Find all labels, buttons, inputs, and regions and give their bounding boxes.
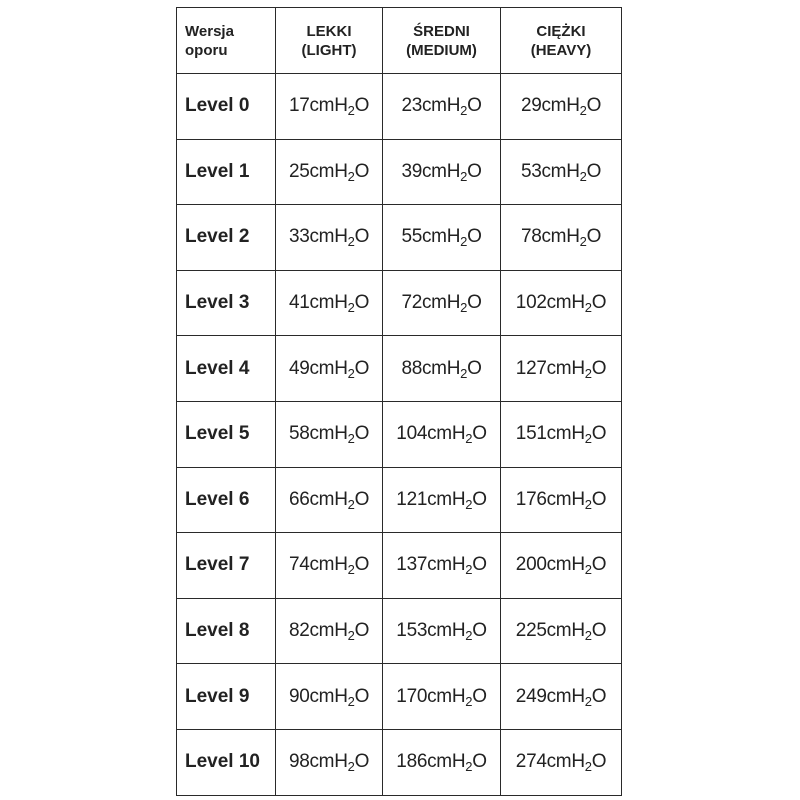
pressure-number: 49	[288, 357, 310, 379]
unit-suffix: O	[354, 488, 370, 510]
unit-prefix: cmH	[546, 357, 585, 379]
unit-prefix: cmH	[309, 685, 348, 707]
pressure-number: 66	[288, 488, 310, 510]
unit-suffix: O	[472, 554, 487, 576]
header-heavy	[501, 8, 622, 74]
unit-suffix: O	[472, 751, 487, 773]
header-medium	[383, 8, 501, 74]
header-row	[177, 8, 622, 74]
unit-suffix: O	[354, 160, 370, 182]
pressure-number: 90	[288, 685, 310, 707]
pressure-value-heavy	[501, 664, 622, 730]
level-label: Level 1	[177, 139, 276, 205]
level-label: Level 3	[177, 270, 276, 336]
unit-prefix: cmH	[421, 95, 461, 117]
pressure-value-heavy	[501, 205, 622, 271]
pressure-number: 137	[396, 554, 428, 576]
unit-subscript: 2	[579, 168, 587, 184]
unit-suffix: O	[354, 95, 370, 117]
unit-suffix: O	[354, 620, 370, 642]
unit-subscript: 2	[579, 103, 587, 119]
table-header	[177, 8, 622, 74]
unit-prefix: cmH	[427, 554, 466, 576]
pressure-number: 82	[288, 620, 310, 642]
pressure-value-medium	[383, 467, 501, 533]
unit-subscript: 2	[584, 562, 592, 578]
pressure-number: 98	[288, 751, 310, 773]
unit-suffix: O	[586, 226, 602, 248]
unit-prefix: cmH	[309, 488, 348, 510]
pressure-value-heavy	[501, 139, 622, 205]
unit-prefix: cmH	[421, 160, 461, 182]
unit-subscript: 2	[584, 693, 592, 709]
pressure-value-medium	[383, 205, 501, 271]
pressure-value-light	[276, 336, 383, 402]
unit-subscript: 2	[465, 693, 473, 709]
unit-subscript: 2	[460, 168, 468, 184]
header-line: (LIGHT)	[301, 41, 357, 59]
header-line: ŚREDNI	[413, 22, 470, 40]
pressure-value-light	[276, 467, 383, 533]
pressure-number: 78	[520, 226, 542, 248]
table-body	[177, 74, 622, 796]
unit-prefix: cmH	[309, 226, 348, 248]
unit-prefix: cmH	[541, 160, 580, 182]
pressure-number: 104	[396, 423, 428, 445]
unit-suffix: O	[354, 685, 370, 707]
unit-prefix: cmH	[546, 685, 585, 707]
unit-prefix: cmH	[427, 423, 466, 445]
level-label: Level 10	[177, 729, 276, 795]
unit-subscript: 2	[347, 234, 355, 250]
pressure-number: 17	[288, 95, 310, 117]
level-label: Level 9	[177, 664, 276, 730]
table-row	[177, 664, 622, 730]
pressure-number: 74	[288, 554, 310, 576]
pressure-value-heavy	[501, 729, 622, 795]
pressure-value-light	[276, 139, 383, 205]
table-row	[177, 139, 622, 205]
pressure-number: 176	[515, 488, 547, 510]
pressure-value-medium	[383, 336, 501, 402]
unit-suffix: O	[354, 423, 370, 445]
level-label: Level 6	[177, 467, 276, 533]
level-label: Level 8	[177, 598, 276, 664]
unit-suffix: O	[586, 95, 602, 117]
table-row	[177, 336, 622, 402]
unit-subscript: 2	[460, 365, 468, 381]
pressure-value-light	[276, 533, 383, 599]
unit-subscript: 2	[347, 496, 355, 512]
pressure-number: 58	[288, 423, 310, 445]
unit-prefix: cmH	[541, 95, 580, 117]
pressure-value-medium	[383, 139, 501, 205]
pressure-value-light	[276, 74, 383, 140]
pressure-number: 127	[515, 357, 547, 379]
pressure-value-light	[276, 401, 383, 467]
level-label: Level 7	[177, 533, 276, 599]
unit-subscript: 2	[465, 562, 473, 578]
pressure-number: 72	[401, 292, 422, 314]
unit-suffix: O	[586, 160, 602, 182]
pressure-value-light	[276, 205, 383, 271]
pressure-number: 170	[396, 685, 428, 707]
unit-subscript: 2	[579, 234, 587, 250]
unit-prefix: cmH	[309, 620, 348, 642]
unit-subscript: 2	[465, 628, 473, 644]
pressure-number: 153	[396, 620, 428, 642]
unit-suffix: O	[467, 357, 482, 379]
pressure-number: 88	[401, 357, 422, 379]
table-row	[177, 598, 622, 664]
unit-subscript: 2	[347, 365, 355, 381]
header-line: Wersja	[185, 22, 234, 40]
unit-subscript: 2	[465, 759, 473, 775]
header-resistance-version	[177, 8, 276, 74]
unit-suffix: O	[354, 226, 370, 248]
header-line: CIĘŻKI	[536, 22, 586, 40]
unit-prefix: cmH	[309, 357, 348, 379]
resistance-table	[176, 7, 622, 796]
pressure-value-light	[276, 598, 383, 664]
level-label: Level 2	[177, 205, 276, 271]
unit-prefix: cmH	[309, 423, 348, 445]
unit-subscript: 2	[584, 628, 592, 644]
pressure-number: 25	[288, 160, 310, 182]
pressure-value-heavy	[501, 74, 622, 140]
unit-subscript: 2	[584, 759, 592, 775]
table-row	[177, 270, 622, 336]
unit-subscript: 2	[347, 168, 355, 184]
unit-subscript: 2	[347, 628, 355, 644]
table-row	[177, 401, 622, 467]
pressure-number: 39	[401, 160, 422, 182]
unit-prefix: cmH	[427, 620, 466, 642]
unit-suffix: O	[472, 423, 487, 445]
pressure-value-light	[276, 270, 383, 336]
pressure-number: 151	[515, 423, 547, 445]
pressure-number: 249	[515, 685, 547, 707]
unit-suffix: O	[354, 292, 370, 314]
pressure-value-heavy	[501, 401, 622, 467]
pressure-value-heavy	[501, 467, 622, 533]
unit-prefix: cmH	[541, 226, 580, 248]
unit-subscript: 2	[347, 300, 355, 316]
unit-suffix: O	[472, 620, 487, 642]
unit-suffix: O	[591, 685, 607, 707]
unit-suffix: O	[467, 160, 482, 182]
unit-suffix: O	[591, 292, 607, 314]
unit-subscript: 2	[347, 693, 355, 709]
unit-suffix: O	[591, 357, 607, 379]
unit-prefix: cmH	[421, 226, 461, 248]
unit-prefix: cmH	[309, 95, 348, 117]
pressure-number: 23	[401, 95, 422, 117]
unit-suffix: O	[467, 292, 482, 314]
unit-suffix: O	[467, 226, 482, 248]
unit-subscript: 2	[584, 365, 592, 381]
unit-suffix: O	[467, 95, 482, 117]
pressure-number: 121	[396, 488, 428, 510]
unit-prefix: cmH	[546, 488, 585, 510]
unit-prefix: cmH	[427, 685, 466, 707]
header-line: LEKKI	[306, 22, 352, 40]
pressure-number: 186	[396, 751, 428, 773]
unit-subscript: 2	[347, 431, 355, 447]
unit-subscript: 2	[347, 759, 355, 775]
unit-suffix: O	[591, 488, 607, 510]
pressure-number: 33	[288, 226, 310, 248]
level-label: Level 4	[177, 336, 276, 402]
header-light	[276, 8, 383, 74]
level-label: Level 5	[177, 401, 276, 467]
pressure-value-medium	[383, 533, 501, 599]
header-line: oporu	[185, 41, 228, 59]
table-row	[177, 729, 622, 795]
unit-prefix: cmH	[546, 423, 585, 445]
pressure-number: 274	[515, 751, 547, 773]
unit-subscript: 2	[347, 103, 355, 119]
unit-prefix: cmH	[309, 292, 348, 314]
unit-prefix: cmH	[309, 751, 348, 773]
unit-subscript: 2	[584, 431, 592, 447]
pressure-value-medium	[383, 270, 501, 336]
unit-suffix: O	[472, 685, 487, 707]
pressure-value-medium	[383, 401, 501, 467]
pressure-number: 200	[515, 554, 547, 576]
unit-prefix: cmH	[427, 751, 466, 773]
pressure-value-light	[276, 729, 383, 795]
unit-subscript: 2	[465, 496, 473, 512]
unit-prefix: cmH	[546, 620, 585, 642]
unit-subscript: 2	[584, 300, 592, 316]
pressure-number: 102	[515, 292, 547, 314]
pressure-value-medium	[383, 664, 501, 730]
unit-suffix: O	[591, 423, 607, 445]
unit-prefix: cmH	[427, 488, 466, 510]
table-row	[177, 467, 622, 533]
unit-suffix: O	[591, 751, 607, 773]
unit-subscript: 2	[460, 103, 468, 119]
header-line: (HEAVY)	[530, 41, 592, 59]
unit-subscript: 2	[465, 431, 473, 447]
unit-prefix: cmH	[309, 554, 348, 576]
pressure-number: 53	[520, 160, 542, 182]
pressure-value-medium	[383, 729, 501, 795]
unit-prefix: cmH	[309, 160, 348, 182]
unit-suffix: O	[354, 751, 370, 773]
unit-subscript: 2	[347, 562, 355, 578]
pressure-value-heavy	[501, 533, 622, 599]
pressure-value-light	[276, 664, 383, 730]
table-row	[177, 74, 622, 140]
unit-subscript: 2	[460, 300, 468, 316]
pressure-number: 55	[401, 226, 422, 248]
pressure-value-heavy	[501, 270, 622, 336]
unit-prefix: cmH	[546, 751, 585, 773]
unit-suffix: O	[472, 488, 487, 510]
pressure-number: 41	[288, 292, 310, 314]
pressure-value-heavy	[501, 336, 622, 402]
pressure-value-medium	[383, 598, 501, 664]
pressure-number: 225	[515, 620, 547, 642]
unit-suffix: O	[354, 554, 370, 576]
table-row	[177, 205, 622, 271]
table-row	[177, 533, 622, 599]
unit-suffix: O	[591, 554, 607, 576]
unit-prefix: cmH	[421, 357, 461, 379]
unit-prefix: cmH	[546, 292, 585, 314]
unit-suffix: O	[354, 357, 370, 379]
unit-suffix: O	[591, 620, 607, 642]
unit-subscript: 2	[584, 496, 592, 512]
pressure-number: 29	[520, 95, 542, 117]
pressure-value-medium	[383, 74, 501, 140]
pressure-value-heavy	[501, 598, 622, 664]
unit-subscript: 2	[460, 234, 468, 250]
unit-prefix: cmH	[546, 554, 585, 576]
header-line: (MEDIUM)	[406, 41, 477, 59]
level-label: Level 0	[177, 74, 276, 140]
unit-prefix: cmH	[421, 292, 461, 314]
